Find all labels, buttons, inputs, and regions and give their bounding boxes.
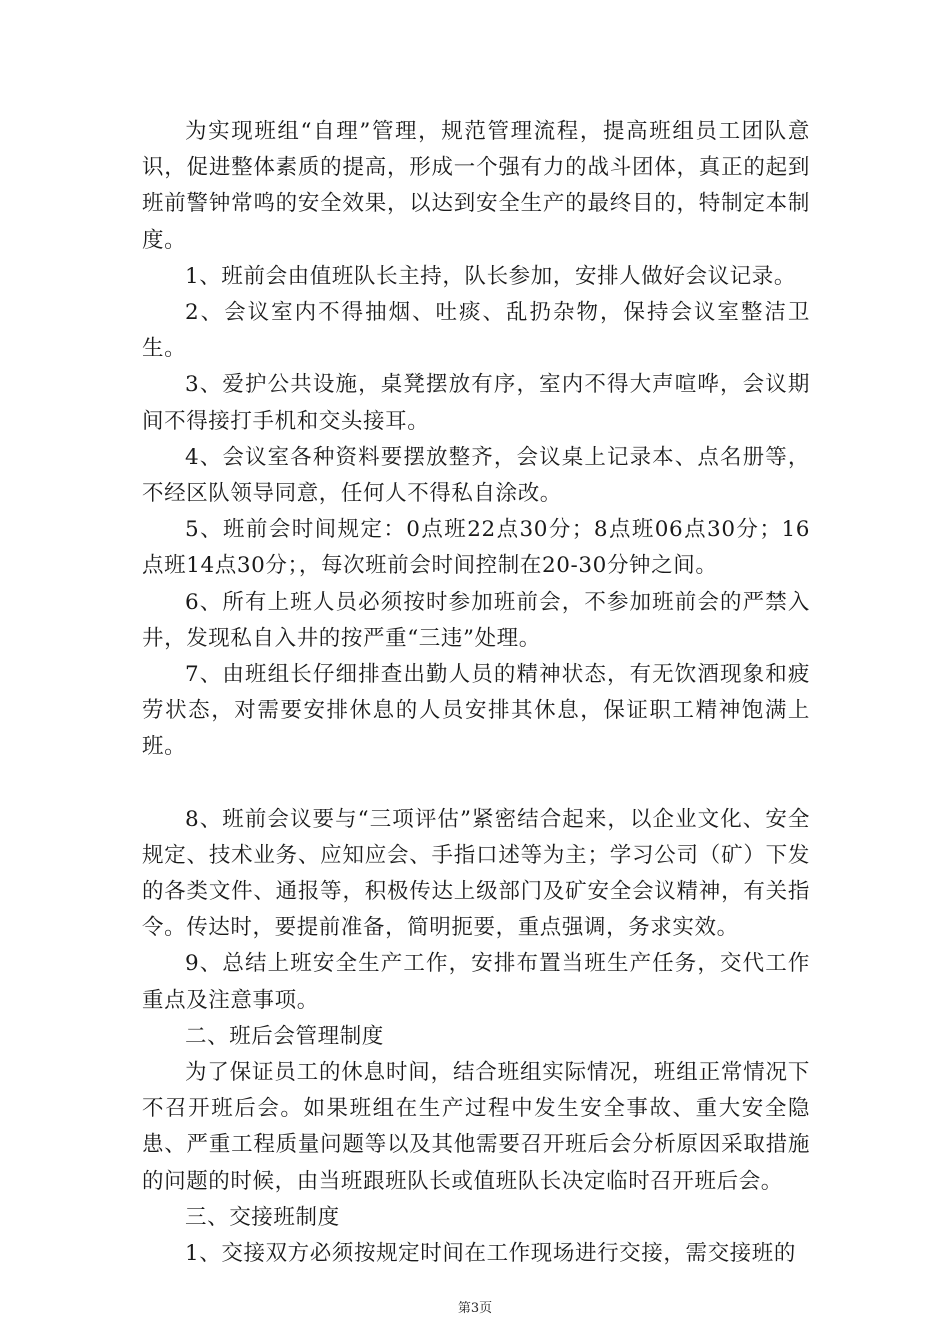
rule-item-2: 2、会议室内不得抽烟、吐痰、乱扔杂物，保持会议室整洁卫生。	[142, 300, 810, 362]
page-number: 第3页	[457, 1301, 493, 1316]
handover-item-1: 1、交接双方必须按规定时间在工作现场进行交接，需交接班的	[185, 1241, 796, 1267]
rule-item-8: 8、班前会议要与“三项评估”紧密结合起来，以企业文化、安全规定、技术业务、应知应会、手指口述等为主；学习公司（矿）下发的各类文件、通报等，积极传达上级部门及矿安全会议精神，有关指令。传达时，要提前准备，简明扼要，重点强调，务求实效。	[142, 806, 810, 941]
rule-item-3: 3、爱护公共设施，桌凳摆放有序，室内不得大声喧哗，会议期间不得接打手机和交头接耳。	[142, 372, 810, 434]
rule-item-4: 4、会议室各种资料要摆放整齐，会议桌上记录本、点名册等，不经区队领导同意，任何人不得私自涂改。	[142, 444, 810, 507]
rule-item-6: 6、所有上班人员必须按时参加班前会，不参加班前会的严禁入井，发现私自入井的按严重“三违”处理。	[142, 589, 810, 651]
paragraph-gap	[142, 766, 810, 802]
post-shift-meeting-paragraph: 为了保证员工的休息时间，结合班组实际情况，班组正常情况下不召开班后会。如果班组在生产过程中发生安全事故、重大安全隐患、严重工程质量问题等以及其他需要召开班后会分析原因采取措施的问题的时候，由当班跟班队长或值班队长决定临时召开班后会。	[142, 1060, 810, 1194]
rule-item-1: 1、班前会由值班队长主持，队长参加，安排人做好会议记录。	[185, 263, 796, 289]
section-heading-shift-handover: 三、交接班制度	[185, 1204, 340, 1230]
document-body	[142, 114, 810, 1272]
section-heading-post-shift-meeting: 二、班后会管理制度	[185, 1023, 384, 1049]
rule-item-5: 5、班前会时间规定：0点班22点30分；8点班06点30分；16点班14点30分；，每次班前会时间控制在20-30分钟之间。	[142, 517, 810, 579]
rule-item-7: 7、由班组长仔细排查出勤人员的精神状态，有无饮酒现象和疲劳状态，对需要安排休息的人员安排其休息，保证职工精神饱满上班。	[142, 662, 810, 760]
intro-paragraph: 为实现班组“自理”管理，规范管理流程，提高班组员工团队意识，促进整体素质的提高，形成一个强有力的战斗团体，真正的起到班前警钟常鸣的安全效果，以达到安全生产的最终目的，特制定本制度。	[142, 119, 810, 253]
rule-item-9: 9、总结上班安全生产工作，安排布置当班生产任务，交代工作重点及注意事项。	[142, 951, 810, 1013]
